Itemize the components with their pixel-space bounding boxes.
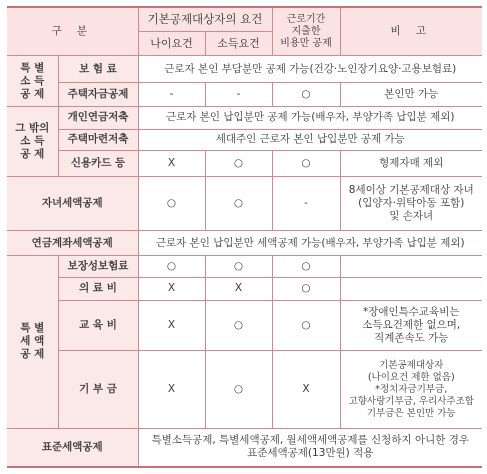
header-period: 근로기간 지출한 비용만 공제	[272, 7, 340, 56]
row-label-child-credit: 자녀세액공제	[7, 177, 138, 231]
cell-period: X	[272, 351, 340, 428]
header-requirements: 기본공제대상자의 요건	[138, 7, 272, 31]
group-other-income: 그 밖의 소 득 공 제	[7, 107, 58, 177]
cell-note: 8세이상 기본공제대상 자녀 (입양자·위탁아동 포함) 및 손자녀	[340, 177, 482, 231]
cell-period: ○	[272, 150, 340, 176]
cell-period: ○	[272, 82, 340, 106]
deduction-requirements-table	[7, 6, 482, 468]
cell-age: X	[138, 351, 205, 428]
row-pension-savings-merged: 근로자 본인 납입분만 공제 가능(배우자, 부양가족 납입분 제외)	[138, 107, 482, 129]
header-note: 비 고	[340, 7, 482, 56]
cell-income: ○	[205, 150, 272, 176]
row-label-medical: 의 료 비	[58, 278, 138, 300]
row-label-credit-card: 신용카드 등	[58, 150, 138, 176]
row-label-donation: 기 부 금	[58, 351, 138, 428]
cell-age: -	[138, 82, 205, 106]
row-label-standard-credit: 표준세액공제	[7, 428, 138, 467]
row-insurance-merged: 근로자 본인 부담분만 공제 가능(건강·노인장기요양·고용보험료)	[138, 56, 482, 82]
cell-note: *장애인특수교육비는 소득요건제한 없으며, 직계존속도 가능	[340, 300, 482, 351]
cell-income: X	[205, 278, 272, 300]
row-standard-credit-merged: 특별소득공제, 특별세액공제, 월세액세액공제를 신청하지 아니한 경우 표준세액공제(13만원) 적용	[138, 428, 482, 467]
cell-age: X	[138, 278, 205, 300]
header-category: 구 분	[7, 7, 138, 56]
cell-note	[340, 255, 482, 277]
cell-note: 형제자매 제외	[340, 150, 482, 176]
cell-note: 본인만 가능	[340, 82, 482, 106]
row-label-protective-insurance: 보장성보험료	[58, 255, 138, 277]
row-label-education: 교 육 비	[58, 300, 138, 351]
cell-period: -	[272, 177, 340, 231]
cell-note: 기본공제대상자 (나이요건 제한 없음) *정치자금기부금, 고향사랑기부금, 우리사주조합 기부금은 본인만 가능	[340, 351, 482, 428]
cell-age: ○	[138, 177, 205, 231]
header-age: 나이요건	[138, 31, 205, 55]
cell-age: X	[138, 300, 205, 351]
cell-income: ○	[205, 177, 272, 231]
cell-period: ○	[272, 255, 340, 277]
cell-income: ○	[205, 300, 272, 351]
group-special-income: 특 별 소 득 공 제	[7, 56, 58, 107]
cell-age: X	[138, 150, 205, 176]
group-special-credit: 특 별 세 액 공 제	[7, 255, 58, 428]
cell-age: ○	[138, 255, 205, 277]
cell-period: ○	[272, 300, 340, 351]
row-label-housing-fund: 주택자금공제	[58, 82, 138, 106]
cell-income: ○	[205, 255, 272, 277]
row-pension-account-merged: 근로자 본인 납입분만 세액공제 가능(배우자, 부양가족 납입분 제외)	[138, 231, 482, 255]
row-label-insurance: 보 험 료	[58, 56, 138, 82]
cell-income: -	[205, 82, 272, 106]
row-label-pension-savings: 개인연금저축	[58, 107, 138, 129]
cell-period: ○	[272, 278, 340, 300]
row-label-housing-savings: 주택마련저축	[58, 129, 138, 150]
cell-note	[340, 278, 482, 300]
row-housing-savings-merged: 세대주인 근로자 본인 납입분만 공제 가능	[138, 129, 482, 150]
cell-income: ○	[205, 351, 272, 428]
header-income: 소득요건	[205, 31, 272, 55]
row-label-pension-account: 연금계좌세액공제	[7, 231, 138, 255]
